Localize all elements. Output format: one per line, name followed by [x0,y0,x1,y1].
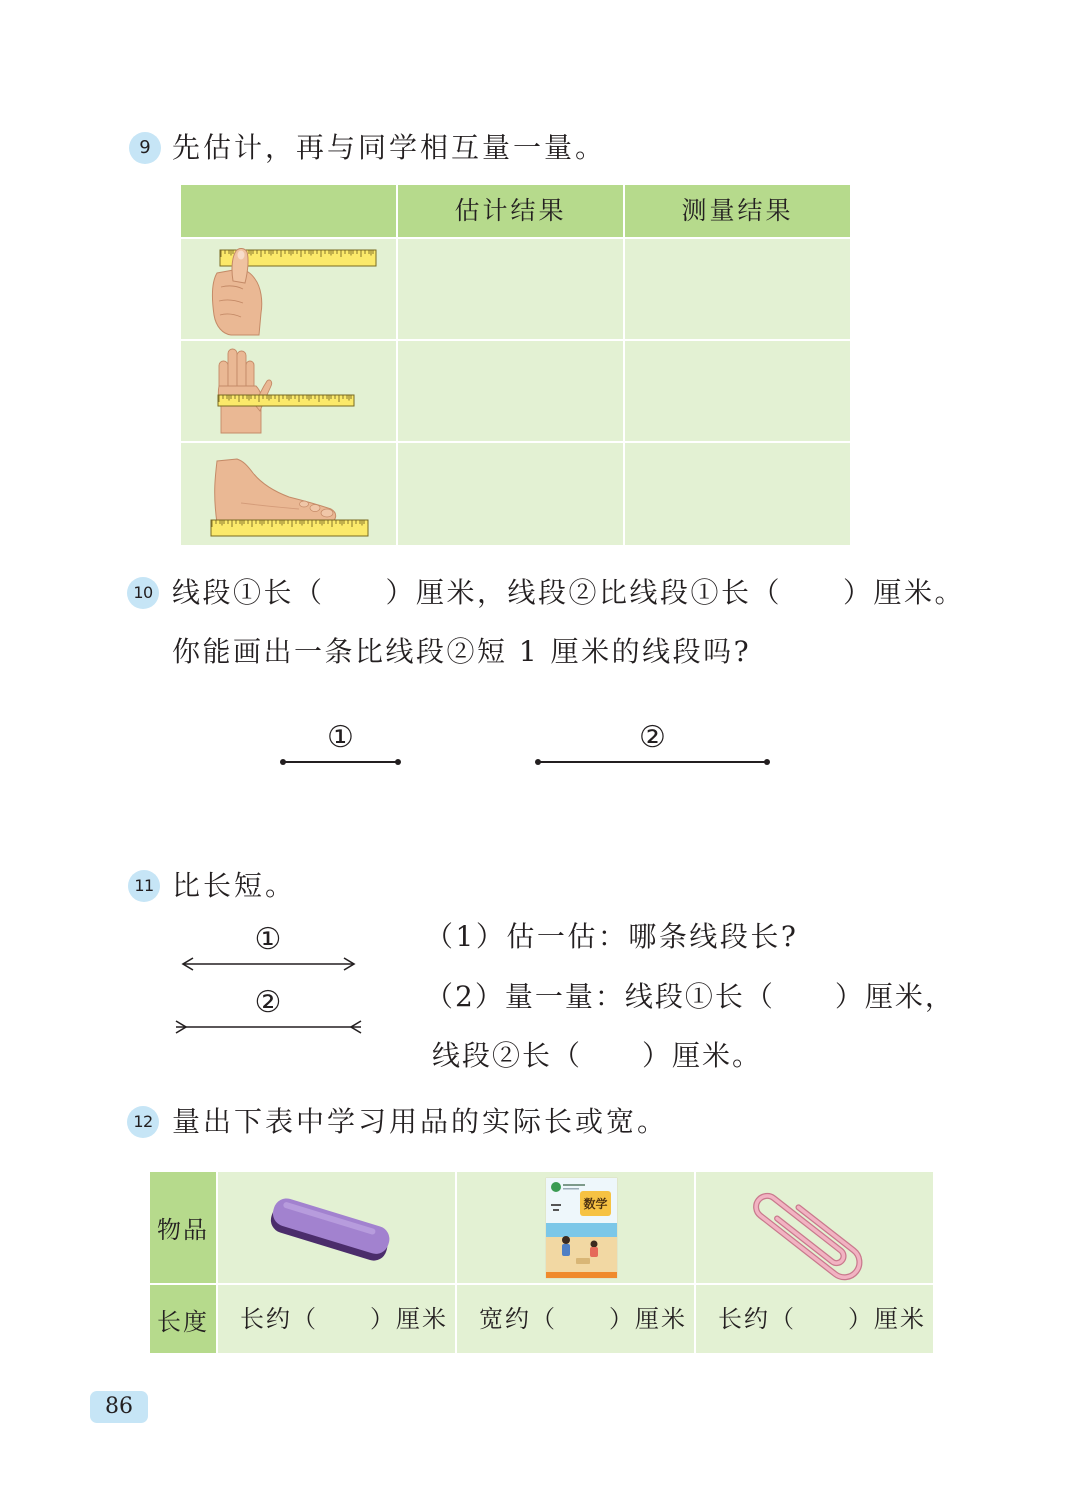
question-number-badge: 12 [127,1106,159,1138]
measure-cell [625,239,850,339]
row-header-item: 物品 [150,1172,216,1283]
sub-question-2-line2: 线段②长（ ）厘米。 [432,1039,763,1072]
ruler-icon [211,520,368,536]
question-prompt: 线段①长（ ）厘米，线段②比线段①长（ ）厘米。 [172,576,966,609]
segment-label: ② [254,985,282,1020]
line-segment-2 [538,720,767,770]
page-number: 86 [90,1391,148,1423]
question-prompt: 比长短。 [172,869,297,902]
arrow-segment-1 [183,958,354,970]
measure-cell: 长约（ ）厘米 [218,1285,455,1353]
table-row-item-cell [181,239,396,339]
sub-question-1: （1）估一估：哪条线段长? [425,920,799,953]
item-cell-eraser [218,1172,455,1283]
question-number-badge: 10 [127,577,159,609]
sub-question-2: （2）量一量：线段①长（ ）厘米， [425,980,955,1013]
estimate-measure-table [181,185,850,545]
measure-cell [625,443,850,545]
arrow-segment-2 [176,1021,361,1033]
table-header-blank [181,185,396,237]
estimate-cell [398,239,623,339]
question-number-badge: 11 [128,870,160,902]
question-prompt: 先估计，再与同学相互量一量。 [172,131,607,164]
segment-label: ① [327,720,354,755]
supplies-table [150,1172,933,1353]
segment-line [283,761,398,763]
segment-label: ① [254,922,282,957]
cover-title: 数学 [583,1197,608,1211]
estimate-cell [398,443,623,545]
eraser-icon [218,1172,455,1283]
publisher-logo-icon [551,1182,561,1192]
measure-cell: 长约（ ）厘米 [696,1285,933,1353]
measure-cell [625,341,850,441]
item-cell-textbook [457,1172,694,1283]
segment-line [538,761,767,763]
question-prompt-line2: 你能画出一条比线段②短 1 厘米的线段吗? [172,635,752,668]
estimate-cell [398,341,623,441]
palm-width-ruler-icon [181,341,396,441]
segment-label: ② [639,720,666,755]
item-cell-paperclip [696,1172,933,1283]
finger-pinch-ruler-icon [181,239,396,339]
table-row-item-cell [181,443,396,545]
table-header-measure: 测量结果 [625,185,850,237]
foot-length-ruler-icon [181,443,396,545]
table-header-estimate: 估计结果 [398,185,623,237]
line-segment-1 [283,720,398,770]
ruler-icon [218,395,354,406]
table-row-item-cell [181,341,396,441]
paperclip-icon [696,1172,933,1283]
measure-cell: 宽约（ ）厘米 [457,1285,694,1353]
illusion-segments [170,950,370,1040]
question-prompt: 量出下表中学习用品的实际长或宽。 [172,1105,669,1138]
foot-icon [215,459,336,523]
row-header-length: 长度 [150,1285,216,1353]
question-number-badge: 9 [129,132,161,164]
math-textbook-icon [457,1172,694,1283]
hand-icon [218,349,271,433]
